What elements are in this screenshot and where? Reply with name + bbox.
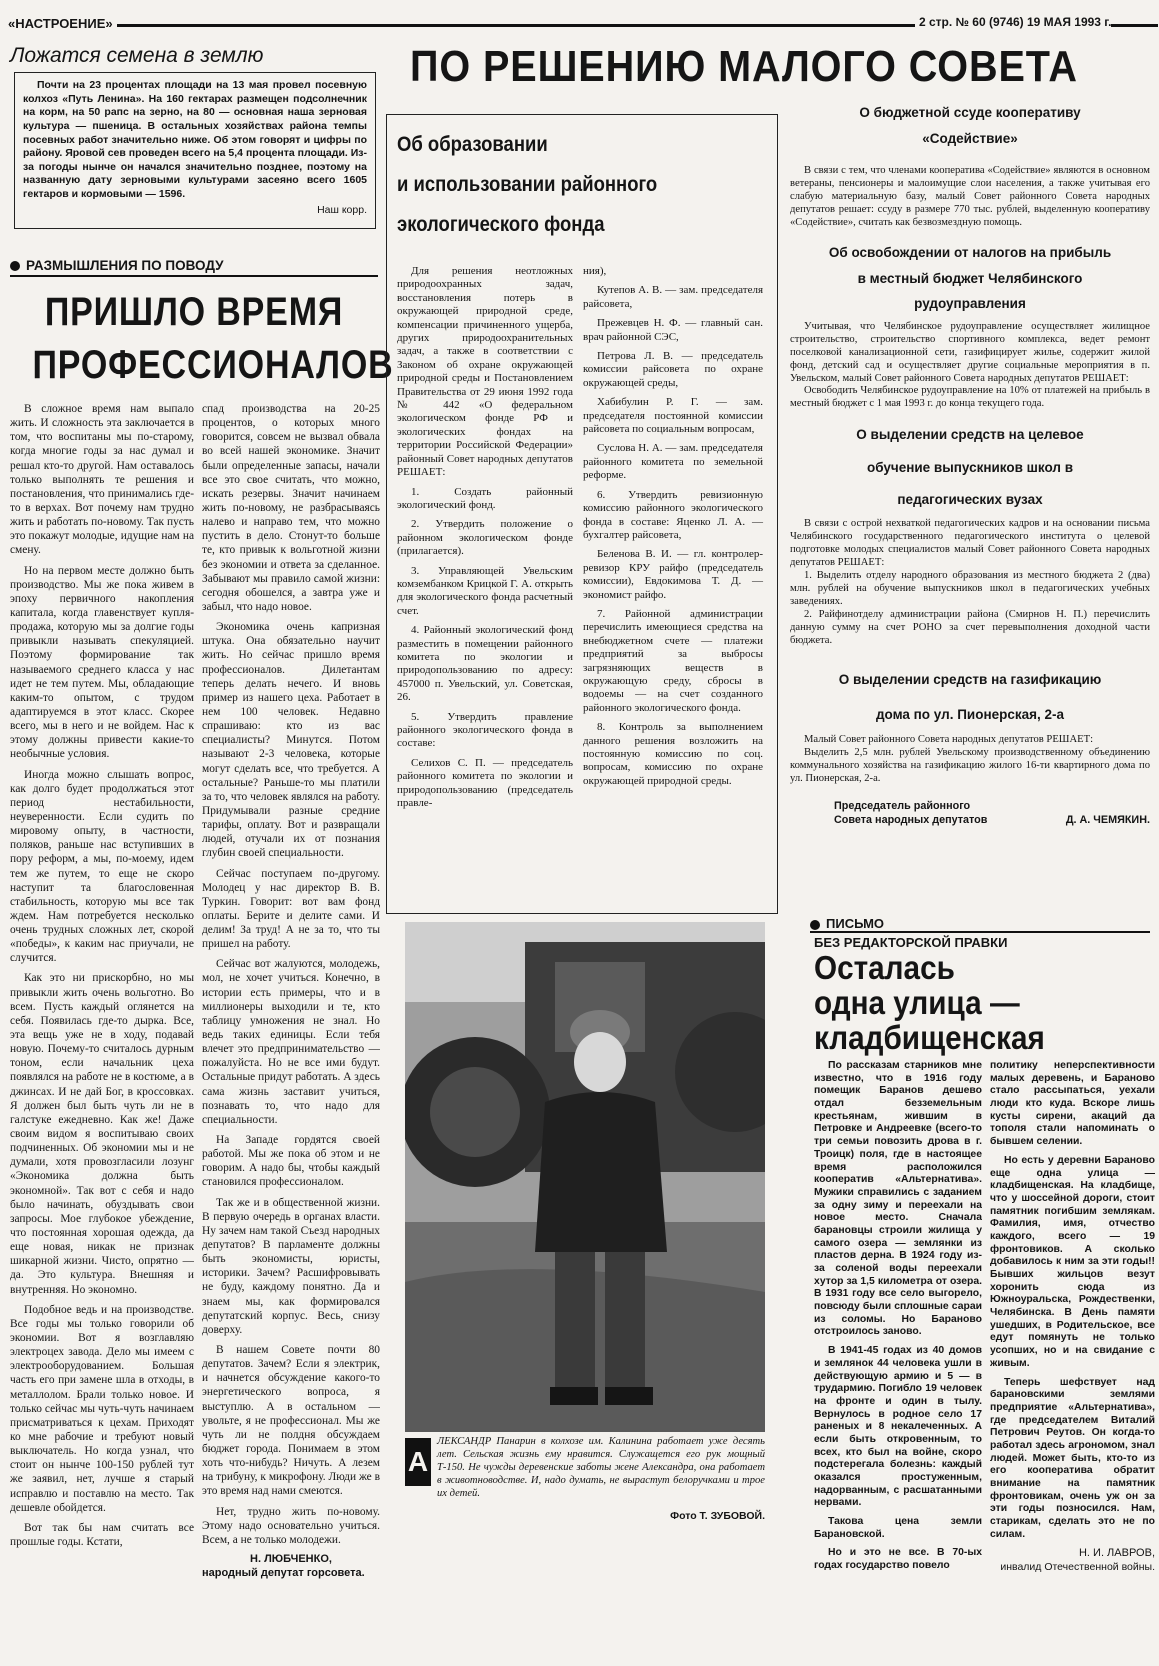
paragraph: В нашем Совете почти 80 депутатов. Зачем? Если я электрик, и начнется обсуждение какого-то энергетического вопроса, я выступлю. А в остальном — увольте, я не профессионал. Мы же чуть ли не полдня обсуждаем бюджет города. Понимаем в этом хоть что-нибудь? Ничуть. А лезем на трибуну, к микрофону. Люди же в это время над нами смеются. (202, 1344, 380, 1498)
paragraph: Теперь шефствует над барановскими землями предприятие «Альтернатива», где председателем Виталий Петрович Реутов. Он когда-то работал здесь агрономом, знал людей. Может быть, кто-то из его кооператива обратит внимание на памятник фронтовикам, очень уж он за эти годы позносился. Нам, старикам, сделать это не по силам. (990, 1376, 1155, 1540)
eco-col-1 (397, 265, 573, 816)
paragraph: Такова цена земли Барановской. (814, 1516, 982, 1540)
sowing-author: Наш корр. (317, 203, 367, 216)
edu-text-3: 2. Райфинотделу администрации района (Смирнов Н. П.) перечислить данную сумму на счет РОНО за счет перевыполнения доходной части бюджета. (790, 608, 1150, 646)
eco-col-2 (583, 265, 763, 794)
letter-col-1 (814, 1060, 982, 1660)
photo-illustration (405, 922, 765, 1432)
professionals-rubric: РАЗМЫШЛЕНИЯ ПО ПОВОДУ (10, 258, 378, 277)
bullet-icon (810, 920, 820, 930)
council-title: ПО РЕШЕНИЮ МАЛОГО СОВЕТА (410, 42, 1078, 91)
professionals-title-2: ПРОФЕССИОНАЛОВ (32, 343, 394, 387)
professionals-author: Н. ЛЮБЧЕНКО, (250, 1552, 332, 1565)
paragraph: Как это ни прискорбно, но мы привыкли жить очень вольготно. Во всем. Пусть каждый оглянется на себя. Появилась где-то дырка. Все, эта вещь уже не в ходу, подавай новую. Почему-то считалось дурным тоном, если начальник цеха появлялся на работе не в костюме, а в джинсах. И не дай Бог, в кроссовках. Я должен был быть чуть ли не в галстуке ежедневно. Как же! Даже своим видом я воспитываю своих подчиненных. Об экономии мы и не думали, хотя провозгласили лозунг «Экономика должна быть экономной». Так вот с себя и надо было начинать, обуздывать свои запросы. Мое глубокое убеждение, что постоянная хорошая одежда, да еще новая, никак не признак шикарной жизни. Чисто, опрятно — да. Это культура. Внешняя и внутренняя. Но экономно. (10, 972, 194, 1296)
paragraph: Прежевцев Н. Ф. — главный сан. врач районной СЭС, (583, 317, 763, 343)
photo-caption: ЛЕКСАНДР Панарин в колхозе им. Калинина работает уже десять лет. Сельская жизнь ему нравится. Служащется его рук мощный Т-150. Не чужды деревенские заботы жене Александра, она работает в животноводстве. И, надо думать, не вырастут белоручками и трое их детей. (437, 1436, 765, 1499)
signer-name: Д. А. ЧЕМЯКИН. (1065, 813, 1150, 826)
sowing-frame (14, 72, 376, 229)
paragraph: Для решения неотложных природоохранных задач, восстановления потерь в окружающей природной среде, компенсации причиненного ущерба, других природоохранительных задач, а также в соответствии с Законом об охране окружающей природной среды и Постановлением Правительства от 29 июня 1992 года № 442 «О федеральном экологическом фонде РФ и экологических фондах на территории Российской Федерации» районный Совет народных депутатов РЕШАЕТ: (397, 265, 573, 479)
paragraph: Кутепов А. В. — зам. председателя райсовета, (583, 284, 763, 310)
sowing-box (8, 44, 378, 229)
paragraph: Сейчас вот жалуются, молодежь, мол, не хочет учиться. Конечно, в истории есть примеры, что и в миллионеры выходили и те, кто таблицу умножения не знал. Но ведь таких единицы. Если тебя влечет это предпринимательство — пожалуйста. Но не все ими будут. Остальные придут работать. А здесь сама жизнь заставит учиться, познавать то, что надо для специальности. (202, 958, 380, 1126)
tax-text-2: Освободить Челябинское рудоуправление на 10% от платежей на прибыль в местный бюджет с 1 мая 1993 г. до конца текущего года. (790, 385, 1150, 410)
paragraph: Так же и в общественной жизни. В первую очередь в органах власти. Ну зачем нам такой Съезд народных депутатов? В парламенте должны быть экономисты, юристы, историки. Зачем? Расшифровывать не буду, каждому понятно. Да и знаем мы, как формировался депутатский корпус. Весь, снизу доверху. (202, 1196, 380, 1336)
gas-title-1: О выделении средств на газификацию (838, 671, 1102, 687)
paragraph: 7. Районной администрации перечислить имеющиеся средства на внебюджетном счете — платежи предприятий за выбросы загрязняющих веществ в окружающую среду, сбросы в водоемы — на счет созданного районного экологического фонда. (583, 607, 763, 714)
signer-role-1: Председатель районного (834, 799, 971, 812)
letter-rubric: ПИСЬМО (810, 916, 1150, 933)
decisions-column (790, 100, 1150, 900)
loan-title-1: О бюджетной ссуде кооперативу (859, 105, 1081, 120)
paragraph: 3. Управляющей Увельским комзембанком Крицкой Г. А. открыть для экологического фонда расчетный счет. (397, 564, 573, 617)
eco-title-2: и использовании районного (397, 172, 658, 196)
letter-col-2 (990, 1060, 1155, 1660)
signer-role-2: Совета народных депутатов (834, 813, 988, 826)
section-rubric: «НАСТРОЕНИЕ» (8, 16, 117, 31)
edu-title-1: О выделении средств на целевое (856, 427, 1084, 443)
sowing-title: Ложатся семена в землю (10, 44, 264, 67)
paragraph: Селихов С. П. — председатель районного комитета по экологии и природопользованию (председатель правле- (397, 756, 573, 810)
paragraph: Нет, трудно жить по-новому. Этому надо основательно учиться. Всем, а не только молодежи. (202, 1505, 380, 1546)
paragraph: 5. Утвердить правление районного экологического фонда в составе: (397, 710, 573, 750)
paragraph: ния), (583, 265, 607, 277)
professionals-col-1 (10, 402, 194, 1652)
paragraph: В 1941-45 годах из 40 домов и землянок 44 человека ушли в действующую армию и 5 — в трудармию. Погибло 19 человек на фронте и один в тылу. Вернулось в родное село 17 раненых и 8 некалеченных. А если быть откровенным, то всех, кто был на войне, скоро подстерегала болезнь: каждый оказался простуженным, надорванным, с расшатанными нервами. (814, 1345, 982, 1509)
tax-title-1: Об освобождении от налогов на прибыль (828, 244, 1112, 260)
tax-title-3: рудоуправления (914, 296, 1026, 312)
paragraph: Хабибулин Р. Г. — зам. председателя постоянной комиссии райсовета по социальным вопросам, (583, 396, 763, 436)
paragraph: спад производства на 20-25 процентов, о которых много говорится, совсем не вызвал обвала во всей нашей экономике. Значит были определенные запасы, начали все это свое считать, что можно, искать резервы. Значит начинаем жить по-новому, не разбрасываясь налево и направо тем, что можно пустить в дело. Стонут-то больше те, кто привык к вольготной жизни без экономии и ответа за сделанное. Забывают мы правило самой жизни: сегодня обошелся, а завтра уже и забыл, что надо новое. (202, 403, 380, 613)
eco-fund-box (386, 114, 778, 914)
paragraph: 1. Создать районный экологический фонд. (397, 485, 573, 511)
paragraph: Петрова Л. В. — председатель комиссии райсовета по охране окружающей среды, (583, 350, 763, 389)
paragraph: Вот так бы нам считать все прошлые годы. Кстати, (10, 1521, 194, 1548)
signer-block (790, 800, 1150, 834)
letter-author: Н. И. ЛАВРОВ, (1078, 1547, 1155, 1560)
letter-subrubric: БЕЗ РЕДАКТОРСКОЙ ПРАВКИ (814, 935, 1008, 950)
paragraph: На Западе гордятся своей работой. Мы же пока об этом и не говорим. А надо бы, чтобы каждый становился профессионалом. (202, 1134, 380, 1189)
loan-title-2: «Содействие» (922, 130, 1018, 146)
paragraph: Но на первом месте должно быть производство. Мы же пока живем в эпоху первичного накопления капитала, когда главенствует купля-продажа, которую мы за долгие годы привыкли называть спекуляцией. Поэтому формирование так называемого среднего класса у нас идет не тем путем. Мы, обладающие каким-то опытом, с трудом адаптируемся в этот класс. Скорее всего, мы в него и не войдем. Нас к этому должны привести какие-то необычные условия. (10, 564, 194, 761)
letter-title-1: Осталась (814, 949, 955, 986)
photo-credit: Фото Т. ЗУБОВОЙ. (670, 1510, 765, 1522)
paragraph: По рассказам старников мне известно, что в 1916 году помещик Баранов дешево отдал безземельным крестьянам, жившим в Петровке и Андреевке (всего-то три семьи повозить дрова в г. Троицк) поля, где в настоящее время расположился кооператив «Альтернатива». Мужики справились с заданием за одну зиму и переехали на новое место. Сначала барановцы строили жилища у самого озера — землянки из пластов дерна. В 1924 году из-за соленой воды переехали хутор за 1,5 километра от озера. В 1931 году все село выгорело, повсюду были сплошные сараи из соломы. Но Бараново отстроилось заново. (814, 1060, 982, 1338)
professionals-col-2 (202, 402, 380, 1642)
paragraph: Экономика очень капризная штука. Она обязательно научит жить. Но сейчас пришло время профессионалов. Дилетантам теперь делать нечего. И вновь пример из нашего цеха. Работает в нем 100 человек. Недавно спрашиваю: кто из вас специалисты? Минутся. Потом называют 2-3 человека, которые могут сделать все, что требуется. А остальные? Раньше-то мы платили за то, что человек являлся на работу. Придумывали разные средние тарифы, оплату. Вот и развращали людей, отучали их от познания глубин своей специальности. (202, 621, 380, 860)
edu-text-2: 1. Выделить отделу народного образования из местного бюджета 2 (два) млн. рублей на обучение выпускников школ в педагогических учебных заведениях. (790, 570, 1150, 607)
paragraph: Беленова В. И. — гл. контролер-ревизор КРУ райфо (председатель комиссии), Евдокимова Т. Д. — экономист райфо. (583, 548, 763, 601)
paragraph: 2. Утвердить положение о районном экологическом фонде (прилагается). (397, 518, 573, 558)
tax-title-2: в местный бюджет Челябинского (857, 270, 1083, 286)
edu-text-1: В связи с острой нехваткой педагогических кадров и на основании письма Челябинского государственного педагогического института о целевой подготовке молодых специалистов малый Совет районного Совета народных депутатов РЕШАЕТ: (790, 518, 1150, 569)
gas-title-2: дома по ул. Пионерская, 2-а (875, 706, 1065, 722)
page-info: 2 стр. № 60 (9746) 19 МАЯ 1993 г. (915, 15, 1111, 29)
photo-tractor-driver (405, 922, 765, 1432)
eco-title-1: Об образовании (397, 133, 548, 156)
edu-title-2: обучение выпускников школ в (866, 459, 1074, 475)
paragraph: В сложное время нам выпало жить. И сложность эта заключается в том, что воспитаны мы по-старому, когда многие годы за нас думал и решал кто-то другой. Нам оставалось только выполнять те решения и постановления, что принимались где-то в верхах. Вот почему нам трудно жить и работать по-новому. Так пусть это покажут молодые, идущие нам на смену. (10, 403, 194, 557)
paragraph: Но и это не все. В 70-ых годах государство повело (814, 1547, 982, 1572)
gas-text-2: Выделить 2,5 млн. рублей Увельскому производственному объединению коммунального хозяйства на газификацию жилого 16-ти квартирного дома по ул. Пионерская, 2-а. (790, 746, 1150, 784)
paragraph: 8. Контроль за выполнением данного решения возложить на постоянную комиссию по соц. вопросам, комиссию по охране окружающей природной среды. (583, 721, 763, 787)
edu-title-3: педагогических вузах (897, 492, 1043, 508)
paragraph: политику неперспективности малых деревень, и Бараново стало рассыпаться, уехали люди кто куда. Вскоре лишь кусты сирени, акаций да тополя стали напоминать о бывшем селении. (990, 1060, 1155, 1148)
paragraph: Суслова Н. А. — зам. председателя районного комитета по земельной реформе. (583, 442, 763, 482)
paragraph: Но есть у деревни Бараново еще одна улица — кладбищенская. На кладбище, что у шоссейной дороги, стоит памятник погибшим землякам. Фамилия, имя, отчество каждого, всего — 19 фронтовиков. А сколько добавилось к ним за эти годы!! Бывших жильцов везут хоронить сюда из Южноуральска, Рождественки, Челябинска. В День памяти ушедших, в Родительское, все едут помянуть не только усопших, но и на свидание с живым. (990, 1154, 1155, 1369)
bullet-icon (10, 261, 20, 271)
paragraph: Подобное ведь и на производстве. Все годы мы только говорили об экономии. Вот я возглавляю электроцех завода. Дело мы имеем с электрооборудованием. Большая часть его при замене шла в отходы, в металлолом. Брали только новое. И только сейчас мы чуть-чуть начинаем присматриваться к цехам. Приходят ко мне рабочие и требуют новый выключатель. Но когда узнал, что стоит он нынче 100-150 рублей тут же заявил, нет, лучше я старый исправлю и поставлю на место. Так дешевле обойдется. (10, 1303, 194, 1514)
professionals-author-role: народный депутат горсовета. (202, 1566, 365, 1579)
eco-title-3: экологического фонда (397, 212, 605, 236)
letter-title-3: кладбищенская (814, 1019, 1045, 1056)
photo-caption-block (405, 1436, 765, 1526)
drop-cap: А (405, 1438, 431, 1486)
letter-author-role: инвалид Отечественной войны. (1000, 1560, 1155, 1573)
sowing-text: Почти на 23 процентах площади на 13 мая провел посевную колхоз «Путь Ленина». На 160 гектарах размещен подсолнечник на корм, на 50 рапс на зерно, на 80 — основная наша зерновая культура — пшеница. В остальных хозяйствах района темпы посевных работ значительно ниже. Об этом говорят и цифры по району. Яровой сев проведен всего на 5,4 процента площади. Из-за погоды нынче он начался значительно позднее, поэтому на названную дату зерновыми культурами засеяно всего 1605 гектаров и кормовыми — 1596. (23, 79, 367, 201)
loan-text: В связи с тем, что членами кооператива «Содействие» являются в основном ветераны, пенсионеры и малоимущие слои населения, а также учитывая его слабую материальную базу, малый Совет районного Совета народных депутатов решает: ссуду в размере 770 тыс. рублей, выделенную кооперативу «Содействие», считать как безвозмездную помощь. (790, 165, 1150, 228)
letter-title-2: одна улица — (814, 984, 1020, 1021)
paragraph: Иногда можно слышать вопрос, как долго будет продолжаться этот период нестабильности, неуверенности. Если судить по мировому опыту, в частности, поляков, раньше нас вступивших в пору реформ, а мы, по-моему, идем тем же путем, то еще не скоро наступит та благословенная стабильность, которую мы все так ждем. Нам потребуется несколько очень трудных сложных лет, скорой «победы», к каким нас приучали, не случится. (10, 768, 194, 965)
paragraph: 6. Утвердить ревизионную комиссию районного экологического фонда в составе: Яценко Л. А. — бухгалтер райсовета, (583, 488, 763, 541)
gas-text-1: Малый Совет районного Совета народных депутатов РЕШАЕТ: (804, 733, 1094, 745)
paragraph: Сейчас поступаем по-другому. Молодец у нас директор В. В. Туркин. Говорит: вот вам фонд оплаты. Берите и делите сами. И делим! За труд! А не за то, что ты пришел на работу. (202, 867, 380, 951)
paragraph: 4. Районный экологический фонд разместить в помещении районного комитета по экологии и природопользованию по адресу: 457000 п. Увельский, ул. Советская, 26. (397, 624, 573, 704)
professionals-title-1: ПРИШЛО ВРЕМЯ (44, 290, 344, 334)
tax-text-1: Учитывая, что Челябинское рудоуправление осуществляет жилищное строительство, строительство спортивного комплекса, ведет ремонт поселковой канализационной сети, газифицирует жилье, содержит жилой фонд, детский сад и осуществляет другие социальные мероприятия в п. Увельском, малый Совет районного Совета народных депутатов РЕШАЕТ: (790, 320, 1150, 384)
